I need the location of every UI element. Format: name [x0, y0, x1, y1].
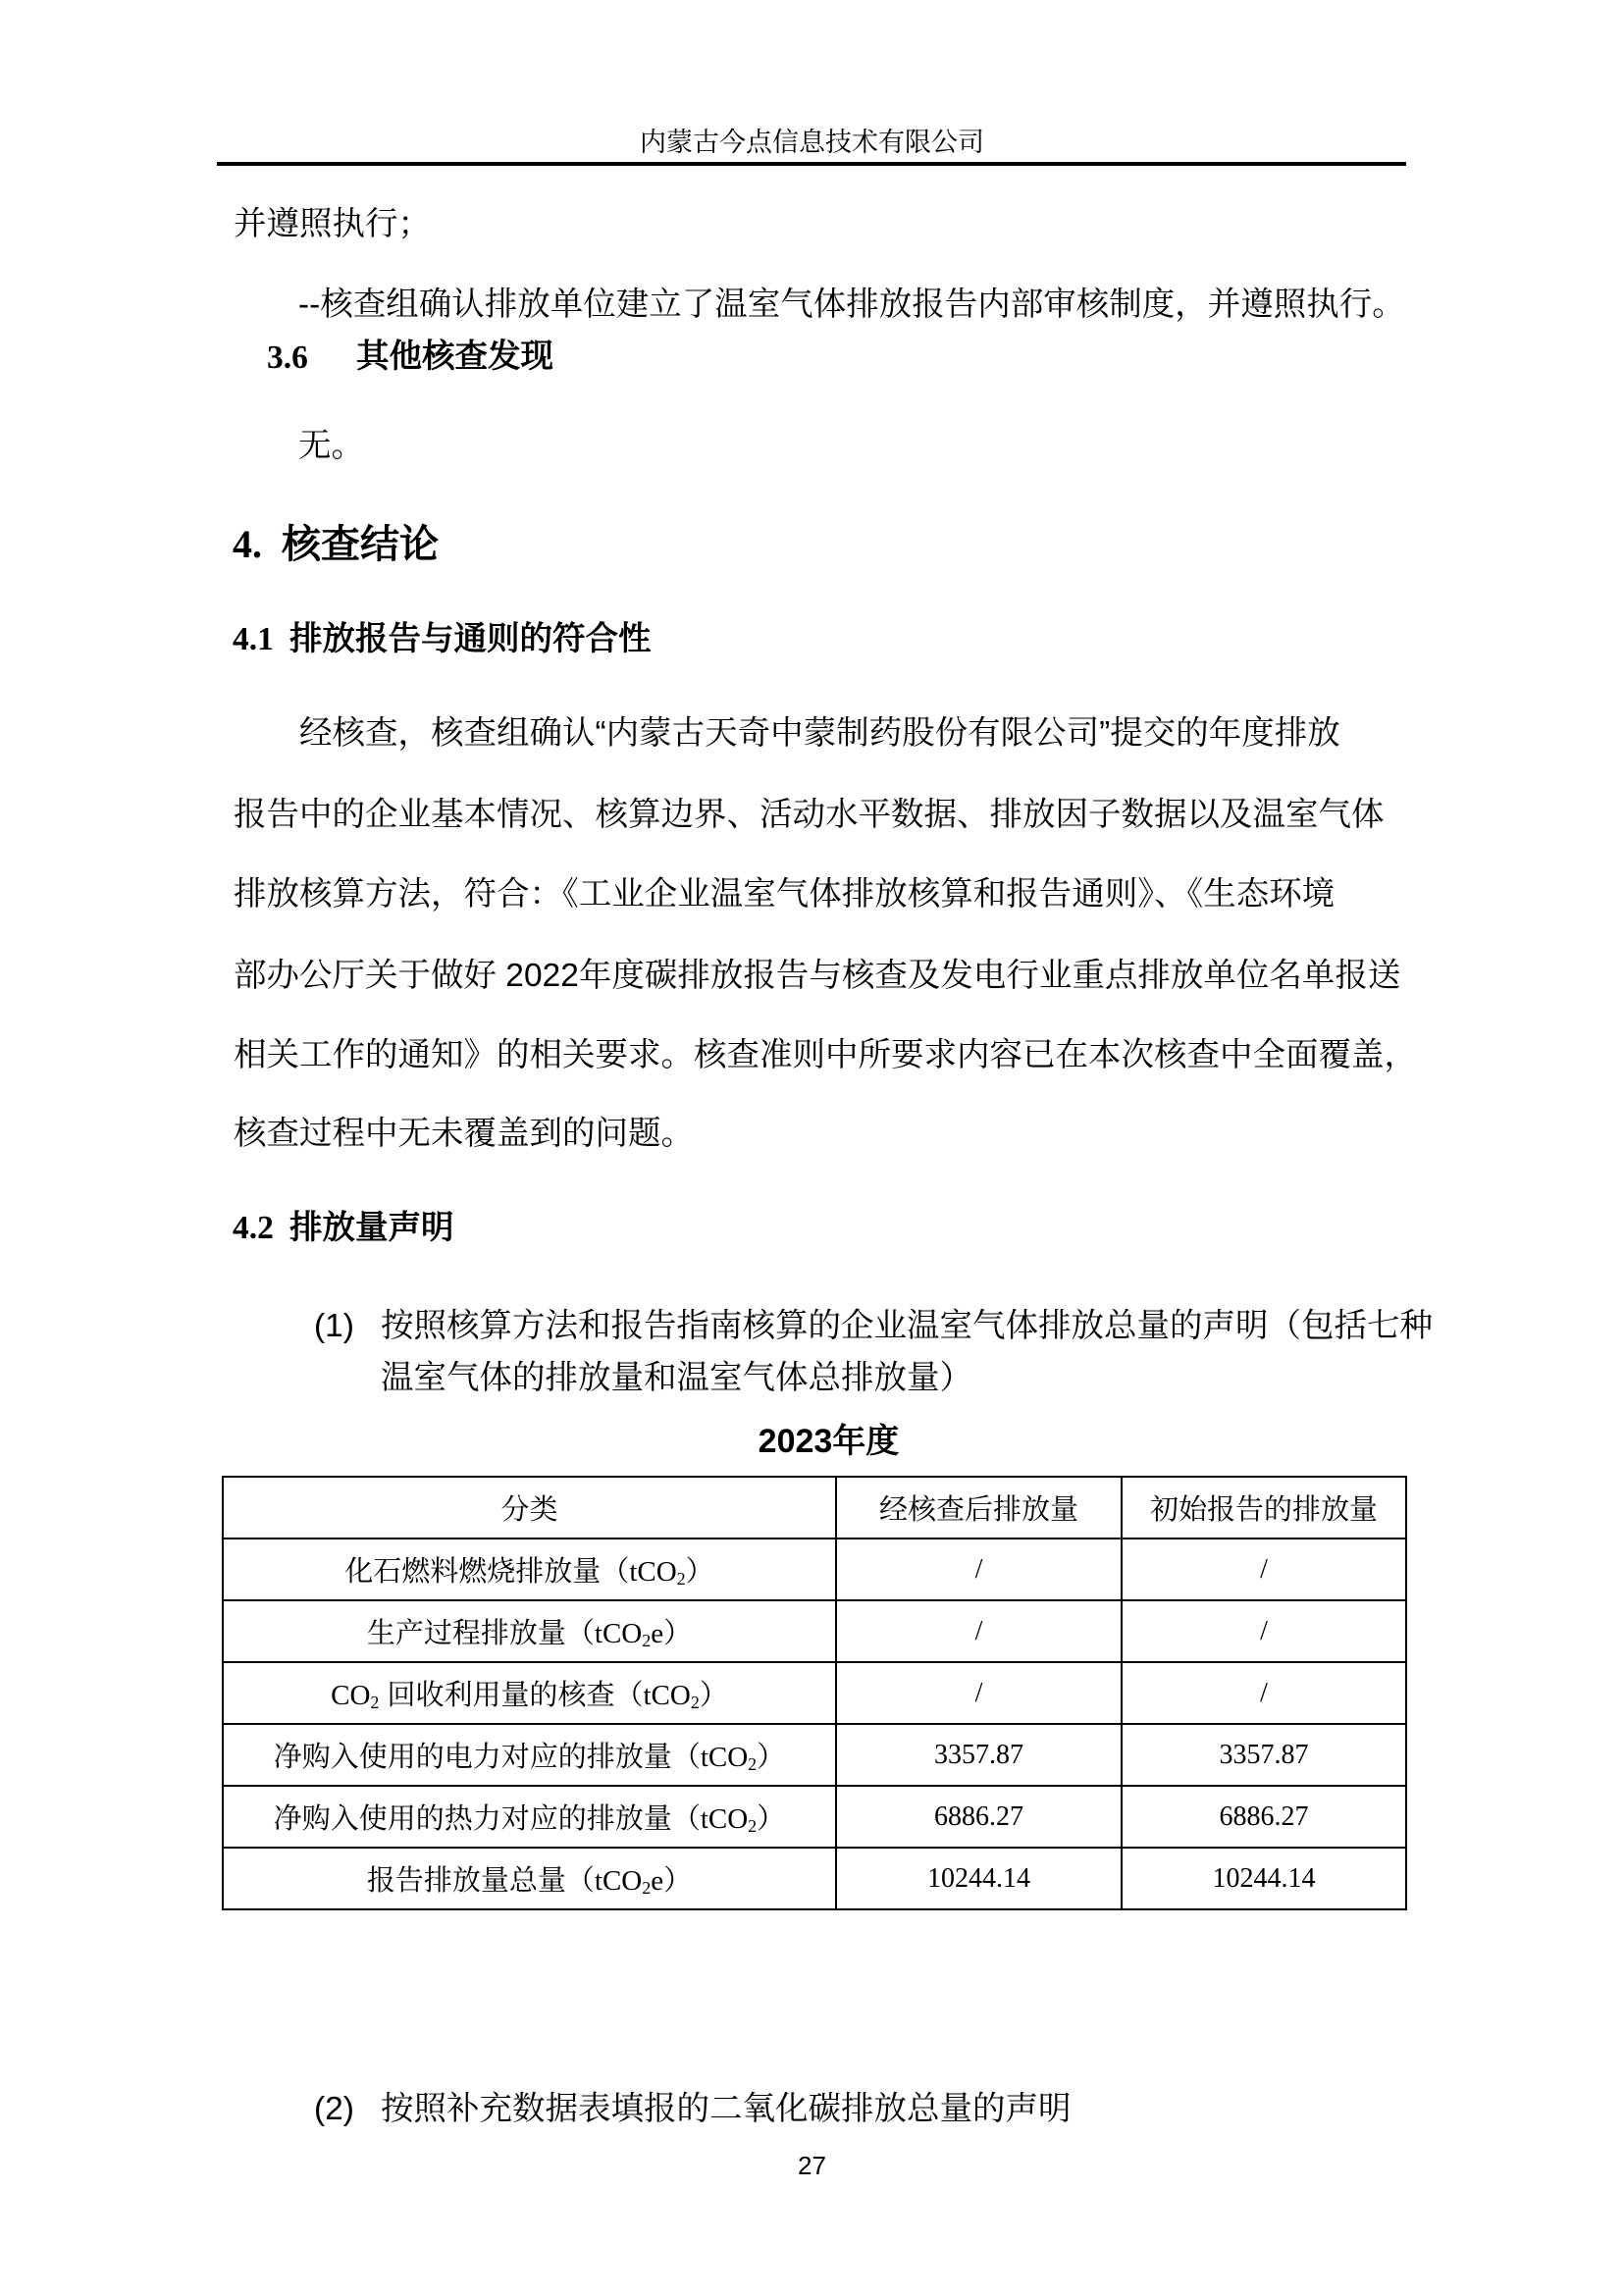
- unit-close: ）: [663, 1618, 693, 1649]
- section-3-6-body: 无。: [298, 428, 364, 464]
- column-header-verified: 经核查后排放量: [836, 1477, 1122, 1539]
- category-label: 净购入使用的电力对应的排放量: [273, 1742, 672, 1773]
- page-number: 27: [798, 2151, 826, 2180]
- category-label: 回收利用量的核查: [379, 1680, 615, 1711]
- initial-emission-value: 6886.27: [1122, 1786, 1406, 1848]
- unit-close: ）: [663, 1865, 693, 1897]
- unit-close: ）: [757, 1742, 786, 1773]
- item-1-label: (1): [314, 1308, 354, 1344]
- unit-close: ）: [685, 1556, 714, 1588]
- category-label: 报告排放量总量: [366, 1865, 566, 1897]
- unit-subscript: 2: [642, 1878, 652, 1898]
- initial-emission-value: /: [1122, 1600, 1406, 1662]
- unit-close: ）: [699, 1680, 728, 1711]
- verified-emission-value: 3357.87: [836, 1724, 1122, 1786]
- category-prefix: CO: [331, 1680, 371, 1711]
- table-row: [223, 1539, 1406, 1600]
- unit-subscript: 2: [748, 1816, 758, 1836]
- unit-text: tCO: [643, 1680, 691, 1711]
- row-category: [223, 1662, 836, 1724]
- initial-emission-value: /: [1122, 1662, 1406, 1724]
- paragraph-line: 相关工作的通知》的相关要求。核查准则中所要求内容已在本次核查中全面覆盖，: [234, 1037, 1417, 1073]
- page-header-company: 内蒙古今点信息技术有限公司: [640, 128, 984, 157]
- unit-open: （: [565, 1618, 595, 1649]
- section-4-2-number: 4.2: [233, 1210, 274, 1246]
- section-4-1-title: 排放报告与通则的符合性: [289, 621, 652, 657]
- unit-open: （: [601, 1556, 630, 1588]
- initial-emission-value: 3357.87: [1122, 1724, 1406, 1786]
- unit-suffix: e: [651, 1865, 664, 1897]
- row-category: [223, 1539, 836, 1600]
- unit-subscript: 2: [690, 1693, 700, 1712]
- row-category: [223, 1724, 836, 1786]
- row-category: [223, 1848, 836, 1909]
- paragraph-line: 部办公厅关于做好 2022年度碳排放报告与核查及发电行业重点排放单位名单报送: [234, 958, 1401, 994]
- column-header-category: 分类: [223, 1477, 836, 1539]
- category-label: 生产过程排放量: [366, 1618, 566, 1649]
- continued-text-bullet: --核查组确认排放单位建立了温室气体排放报告内部审核制度，并遵照执行。: [298, 287, 1405, 323]
- unit-subscript: 2: [748, 1754, 758, 1774]
- unit-open: （: [671, 1803, 701, 1835]
- table-row: [223, 1600, 1406, 1662]
- unit-text: tCO: [700, 1742, 749, 1773]
- verified-emission-value: /: [836, 1539, 1122, 1600]
- section-4-title: 核查结论: [282, 523, 439, 566]
- initial-emission-value: 10244.14: [1122, 1848, 1406, 1909]
- column-header-initial: 初始报告的排放量: [1122, 1477, 1406, 1539]
- unit-subscript: 2: [676, 1569, 686, 1589]
- unit-text: tCO: [594, 1865, 643, 1897]
- row-category: [223, 1786, 836, 1848]
- unit-open: （: [671, 1742, 701, 1773]
- item-2-text: 按照补充数据表填报的二氧化碳排放总量的声明: [381, 2091, 1072, 2127]
- unit-close: ）: [757, 1803, 786, 1835]
- table-row: [223, 1786, 1406, 1848]
- category-prefix-subscript: 2: [370, 1693, 380, 1712]
- unit-suffix: e: [651, 1618, 664, 1649]
- table-row: [223, 1848, 1406, 1909]
- emissions-table: [222, 1476, 1407, 1910]
- unit-text: tCO: [594, 1618, 643, 1649]
- unit-open: （: [614, 1680, 644, 1711]
- verified-emission-value: 10244.14: [836, 1848, 1122, 1909]
- section-4-1-number: 4.1: [233, 621, 274, 657]
- section-3-6-number: 3.6: [267, 339, 308, 376]
- paragraph-line: 核查过程中无未覆盖到的问题。: [234, 1116, 694, 1152]
- verified-emission-value: 6886.27: [836, 1786, 1122, 1848]
- verified-emission-value: /: [836, 1600, 1122, 1662]
- table-title: 2023年度: [758, 1423, 900, 1460]
- initial-emission-value: /: [1122, 1539, 1406, 1600]
- paragraph-line: 报告中的企业基本情况、核算边界、活动水平数据、排放因子数据以及温室气体: [234, 797, 1385, 833]
- section-3-6-title: 其他核查发现: [356, 339, 553, 375]
- item-2-label: (2): [314, 2091, 354, 2127]
- header-divider: [217, 162, 1406, 166]
- item-1-text-line1: 按照核算方法和报告指南核算的企业温室气体排放总量的声明（包括七种: [381, 1308, 1433, 1344]
- unit-subscript: 2: [642, 1631, 652, 1650]
- unit-text: tCO: [700, 1803, 749, 1835]
- verified-emission-value: /: [836, 1662, 1122, 1724]
- paragraph-line: 经核查，核查组确认“内蒙古天奇中蒙制药股份有限公司”提交的年度排放: [299, 715, 1340, 752]
- item-1-text-line2: 温室气体的排放量和温室气体总排放量）: [381, 1360, 972, 1396]
- unit-text: tCO: [629, 1556, 677, 1588]
- paragraph-line: 排放核算方法，符合：《工业企业温室气体排放核算和报告通则》、《生态环境: [234, 876, 1336, 913]
- section-4-number: 4.: [233, 522, 262, 566]
- continued-text-line: 并遵照执行；: [234, 206, 431, 242]
- section-4-2-title: 排放量声明: [289, 1210, 454, 1246]
- unit-open: （: [565, 1865, 595, 1897]
- category-label: 化石燃料燃烧排放量: [344, 1556, 602, 1588]
- table-row: [223, 1662, 1406, 1724]
- row-category: [223, 1600, 836, 1662]
- category-label: 净购入使用的热力对应的排放量: [273, 1803, 672, 1835]
- table-row: [223, 1724, 1406, 1786]
- table-header-row: [223, 1477, 1406, 1539]
